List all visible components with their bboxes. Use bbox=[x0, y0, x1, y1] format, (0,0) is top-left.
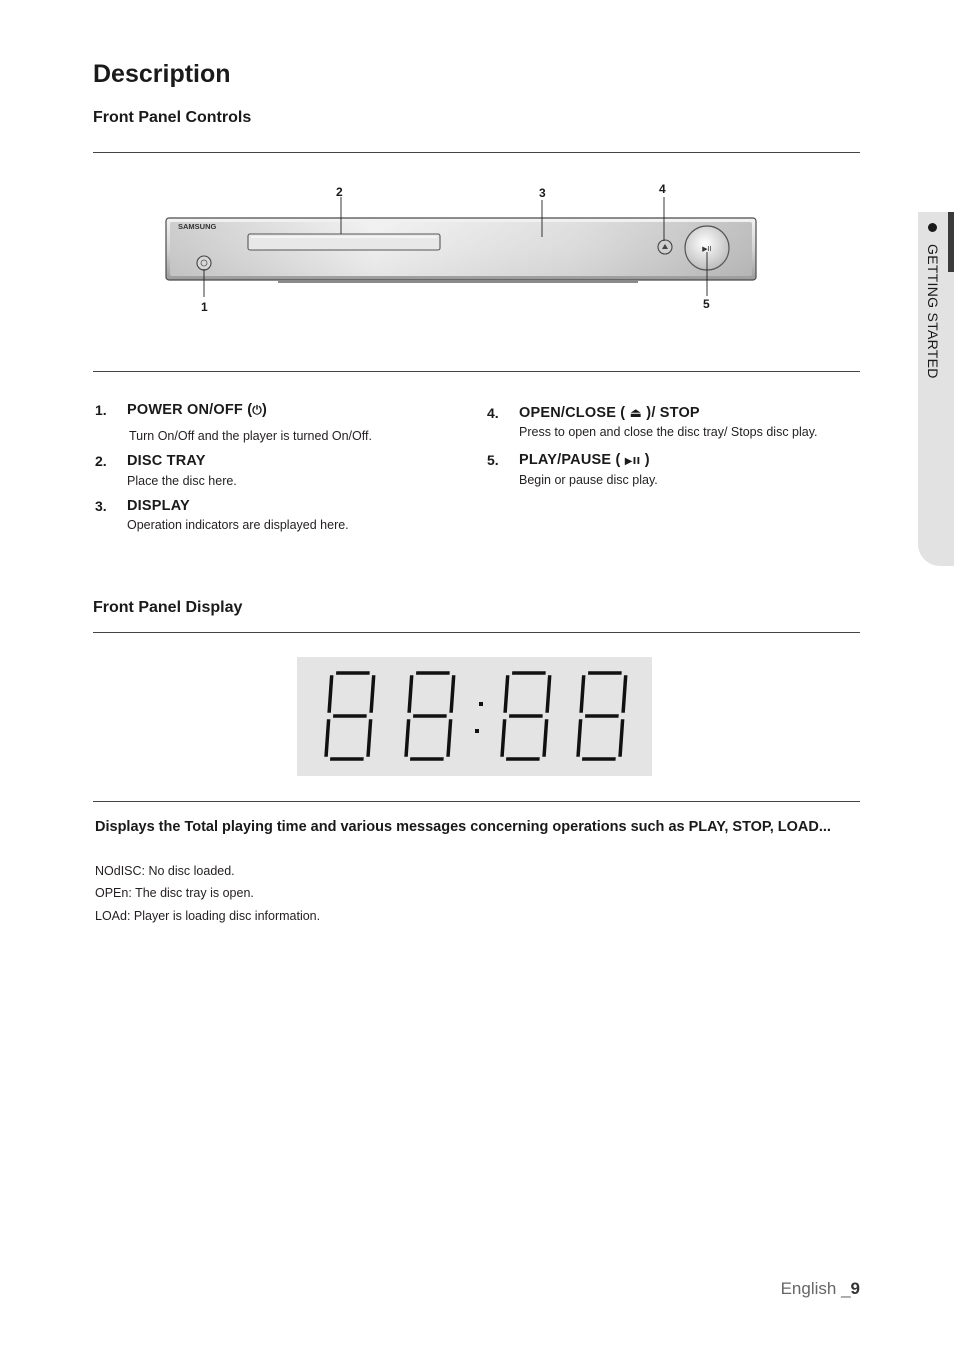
footer-language: English _ bbox=[780, 1279, 851, 1298]
page-number: 9 bbox=[850, 1279, 860, 1298]
power-icon: ⏻ bbox=[252, 403, 262, 417]
bullet-icon bbox=[928, 223, 937, 232]
play-pause-icon: ▶II bbox=[624, 456, 641, 467]
brand-logo: SAMSUNG bbox=[178, 222, 217, 231]
divider bbox=[93, 801, 860, 802]
control-item bbox=[95, 453, 206, 471]
item-number: 5. bbox=[487, 452, 499, 468]
chapter-tab-label: GETTING STARTED bbox=[925, 244, 941, 379]
control-item bbox=[95, 498, 190, 516]
divider bbox=[93, 371, 860, 372]
power-button bbox=[197, 256, 211, 270]
display-message: OPEn: The disc tray is open. bbox=[95, 886, 254, 900]
item-number: 4. bbox=[487, 405, 499, 421]
callout-number: 2 bbox=[336, 185, 343, 199]
item-number: 2. bbox=[95, 453, 107, 469]
control-item bbox=[487, 405, 700, 423]
item-title: DISC TRAY bbox=[127, 453, 206, 469]
item-title: PLAY/PAUSE ( ▶II ) bbox=[519, 452, 650, 468]
segment-digits-graphic bbox=[297, 657, 652, 776]
page-title: Description bbox=[93, 60, 231, 88]
display-note: Displays the Total playing time and various messages concerning operations such as PLAY, STOP, LOAD... bbox=[95, 819, 831, 835]
section-title-controls: Front Panel Controls bbox=[93, 109, 252, 126]
item-title: OPEN/CLOSE ( ⏏ )/ STOP bbox=[519, 405, 700, 421]
item-description: Place the disc here. bbox=[127, 474, 237, 488]
chapter-tab bbox=[918, 212, 954, 566]
eject-icon: ⏏ bbox=[629, 406, 643, 421]
item-description: Press to open and close the disc tray/ Stops disc play. bbox=[519, 425, 818, 439]
item-title: DISPLAY bbox=[127, 498, 190, 514]
page-footer bbox=[781, 1279, 860, 1299]
seven-segment-display bbox=[297, 657, 652, 776]
svg-text:▶II: ▶II bbox=[702, 245, 712, 253]
item-title: POWER ON/OFF (⏻) bbox=[127, 402, 267, 418]
control-item bbox=[95, 402, 267, 420]
chapter-tab-marker bbox=[948, 212, 954, 272]
item-number: 3. bbox=[95, 498, 107, 514]
callout-number: 1 bbox=[201, 300, 208, 314]
dvd-player-illustration bbox=[93, 170, 860, 330]
callout-number: 5 bbox=[703, 297, 710, 311]
item-description: Begin or pause disc play. bbox=[519, 473, 658, 487]
disc-tray bbox=[248, 234, 440, 250]
item-description: Operation indicators are displayed here. bbox=[127, 518, 349, 532]
callout-number: 4 bbox=[659, 182, 666, 196]
display-message: LOAd: Player is loading disc information. bbox=[95, 909, 321, 923]
control-item bbox=[487, 452, 650, 470]
item-description: Turn On/Off and the player is turned On/Off. bbox=[129, 429, 372, 443]
display-message: NOdISC: No disc loaded. bbox=[95, 864, 235, 878]
divider bbox=[93, 632, 860, 633]
divider bbox=[93, 152, 860, 153]
item-number: 1. bbox=[95, 402, 107, 418]
callout-number: 3 bbox=[539, 186, 546, 200]
section-title-display: Front Panel Display bbox=[93, 599, 243, 616]
